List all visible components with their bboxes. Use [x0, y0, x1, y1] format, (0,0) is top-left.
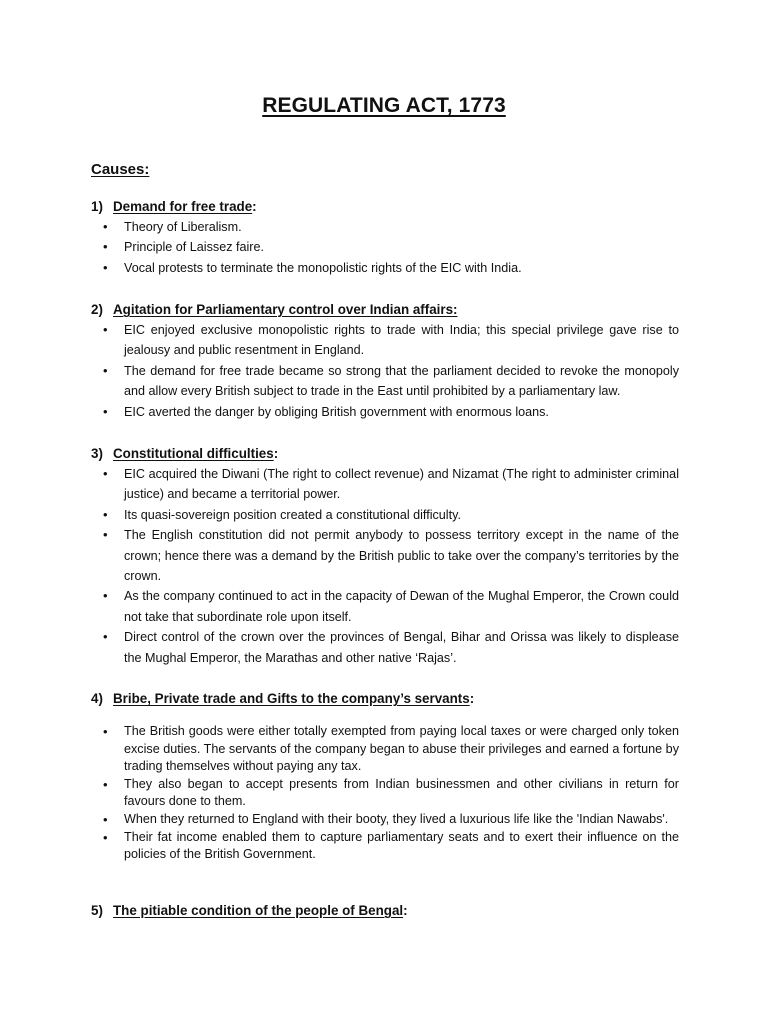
section-2	[91, 300, 679, 422]
bullet-list	[91, 464, 679, 668]
section-number: 1)	[91, 199, 103, 214]
list-item: • Direct control of the crown over the provinces of Bengal, Bihar and Orissa was likely to displease the Mughal Emperor, the Marathas and other native ‘Rajas’.	[91, 627, 679, 668]
list-item: • EIC acquired the Diwani (The right to collect revenue) and Nizamat (The right to administer criminal justice) and became a territorial power.	[91, 464, 679, 505]
section-3	[91, 444, 679, 668]
section-heading: 3) Constitutional difficulties:	[91, 444, 679, 464]
bullet-list	[91, 320, 679, 422]
list-item: • EIC enjoyed exclusive monopolistic rights to trade with India; this special privilege gave rise to jealousy and public resentment in England.	[91, 320, 679, 361]
list-item: • Vocal protests to terminate the monopolistic rights of the EIC with India.	[91, 258, 679, 278]
section-heading: 1) Demand for free trade:	[91, 197, 679, 217]
section-title: Agitation for Parliamentary control over Indian affairs:	[113, 302, 458, 317]
section-title: Demand for free trade	[113, 199, 253, 214]
section-heading: 4) Bribe, Private trade and Gifts to the company’s servants:	[91, 689, 679, 709]
section-heading: 5) The pitiable condition of the people of Bengal:	[91, 901, 679, 921]
section-4	[91, 689, 679, 864]
section-heading	[91, 300, 679, 320]
list-item: • They also began to accept presents from Indian businessmen and other civilians in return for favours done to them.	[91, 776, 679, 811]
section-title: The pitiable condition of the people of Bengal	[113, 903, 404, 918]
causes-heading: Causes:	[91, 161, 150, 178]
list-item: • The demand for free trade became so strong that the parliament decided to revoke the monopoly and allow every British subject to trade in the East until prohibited by a parliamentary law.	[91, 361, 679, 402]
list-item: • Theory of Liberalism.	[91, 217, 679, 237]
list-item: • When they returned to England with their booty, they lived a luxurious life like the 'Indian Nawabs'.	[91, 811, 679, 829]
document-title: REGULATING ACT, 1773	[262, 94, 506, 117]
section-title: Constitutional difficulties	[113, 446, 274, 461]
list-item: • EIC averted the danger by obliging British government with enormous loans.	[91, 402, 679, 422]
bullet-list	[91, 723, 679, 864]
list-item: • As the company continued to act in the capacity of Dewan of the Mughal Emperor, the Crown could not take that subordinate role upon itself.	[91, 586, 679, 627]
list-item: • Their fat income enabled them to capture parliamentary seats and to exert their influence on the policies of the British Government.	[91, 829, 679, 864]
section-number: 5)	[91, 903, 103, 918]
list-item: • The English constitution did not permit anybody to possess territory except in the name of the crown; hence there was a demand by the British public to take over the company’s territories by the crown.	[91, 525, 679, 586]
bullet-list	[91, 217, 679, 278]
section-title: Bribe, Private trade and Gifts to the company’s servants	[113, 691, 470, 706]
section-5	[91, 901, 679, 921]
list-item: • Principle of Laissez faire.	[91, 237, 679, 257]
list-item: • Its quasi-sovereign position created a constitutional difficulty.	[91, 505, 679, 525]
section-number: 2)	[91, 302, 103, 317]
section-number: 3)	[91, 446, 103, 461]
section-number: 4)	[91, 691, 103, 706]
section-1	[91, 197, 679, 278]
list-item: • The British goods were either totally exempted from paying local taxes or were charged only token excise duties. The servants of the company began to abuse their privileges and earned a fortune by trading themselves without paying any tax.	[91, 723, 679, 776]
